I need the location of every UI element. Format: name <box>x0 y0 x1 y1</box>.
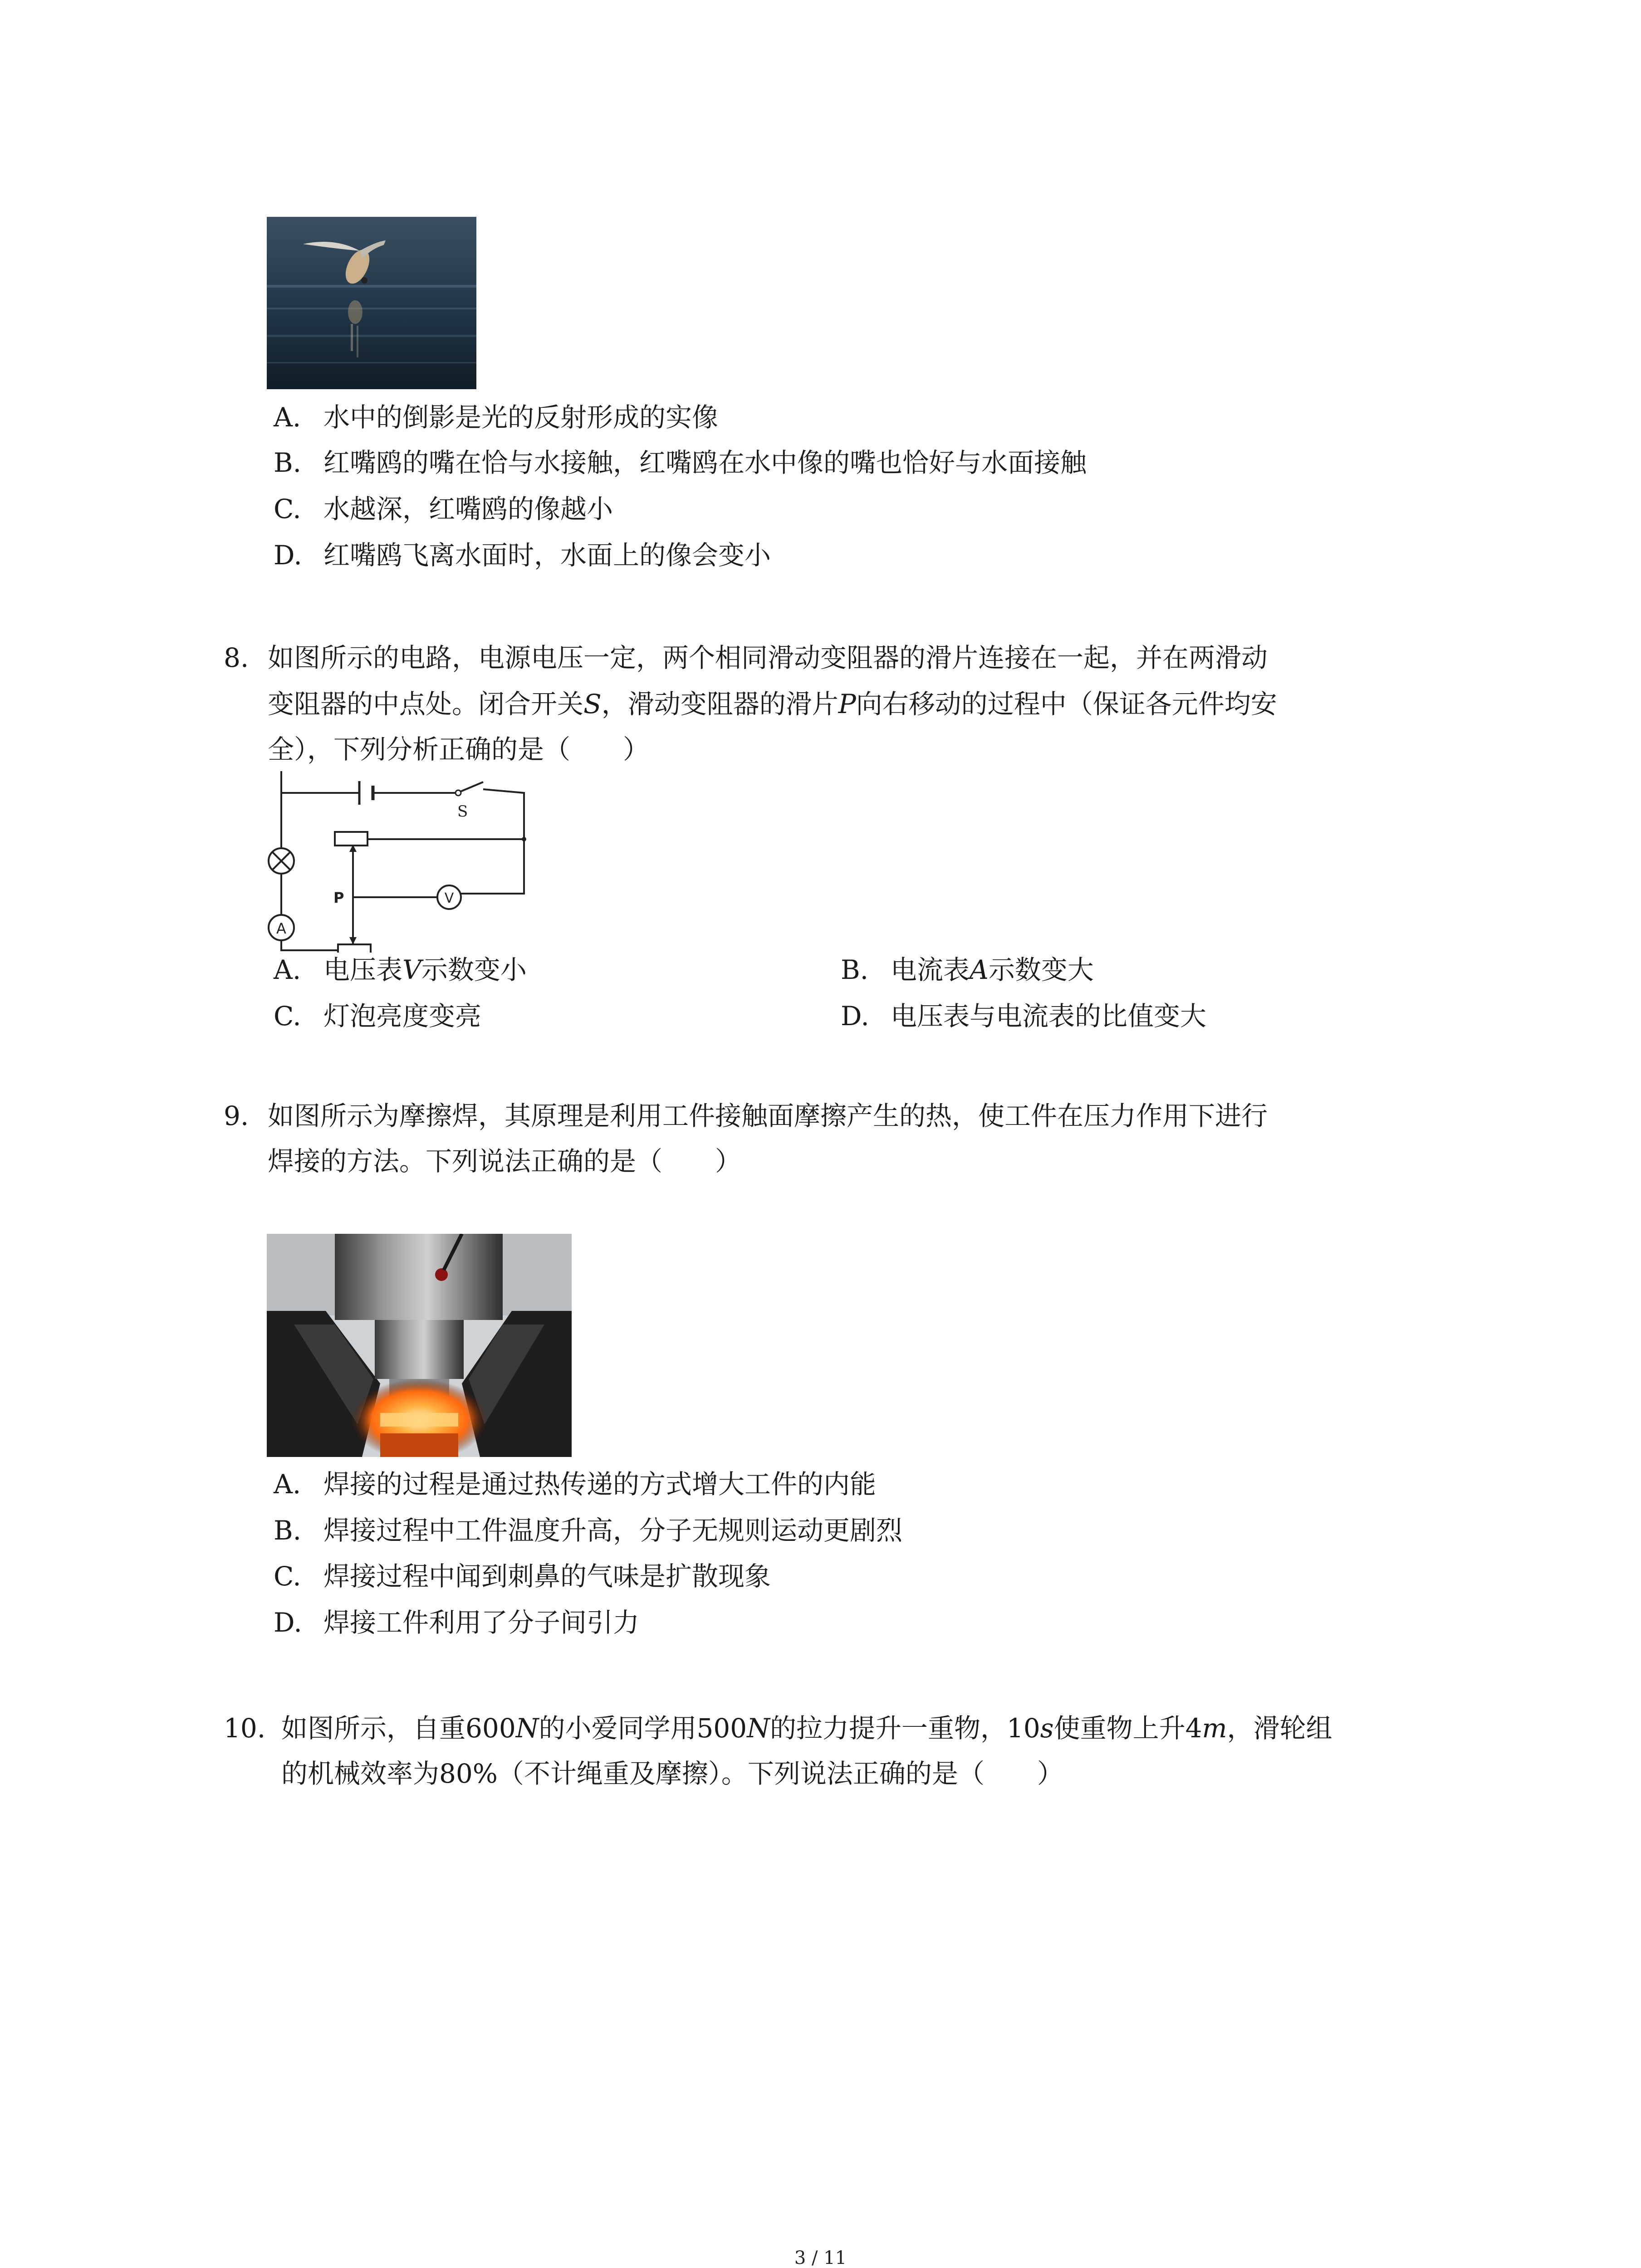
q8-voltmeter-label: V <box>444 890 454 906</box>
q7-option-a-text: 水中的倒影是光的反射形成的实像 <box>323 402 719 433</box>
q8-option-b-pre: 电流表 <box>891 954 970 985</box>
q9-option-b-text: 焊接过程中工件温度升高，分子无规则运动更剧烈 <box>323 1515 903 1546</box>
q7-option-c[interactable] <box>274 486 613 532</box>
q7-option-a[interactable] <box>274 395 718 440</box>
q10-time-unit: s <box>1040 1713 1054 1744</box>
q10-time-value: 10 <box>1006 1713 1040 1744</box>
q9-option-d-label: D. <box>274 1607 302 1638</box>
q10-stem-line2: 的机械效率为80%（不计绳重及摩擦）。下列说法正确的是（ ） <box>281 1758 1063 1789</box>
q8-option-b-post: 示数变大 <box>988 954 1094 985</box>
q8-option-a-pre: 电压表 <box>323 954 403 985</box>
q10-l1-e: ，滑轮组 <box>1227 1713 1332 1744</box>
q8-option-c[interactable] <box>274 993 481 1039</box>
q7-option-a-label: A. <box>274 402 301 433</box>
q7-option-d[interactable] <box>274 533 771 578</box>
q9-number: 9. <box>224 1100 249 1131</box>
q8-stem-line2-b: ，滑动变阻器的滑片 <box>601 689 838 719</box>
q8-var-s: S <box>583 689 602 719</box>
q8-stem-line2-a: 变阻器的中点处。闭合开关 <box>268 689 584 719</box>
q8-option-b[interactable] <box>841 947 1094 992</box>
q8-var-p: P <box>838 689 856 719</box>
q9-friction-weld-photo <box>267 1234 572 1457</box>
q9-stem-line1: 如图所示为摩擦焊，其原理是利用工件接触面摩擦产生的热，使工件在压力作用下进行 <box>268 1100 1268 1131</box>
q10-number: 10. <box>224 1713 266 1744</box>
q8-option-a-post: 示数变小 <box>421 954 527 985</box>
q8-circuit-diagram <box>254 771 535 953</box>
q8-option-d-text: 电压表与电流表的比值变大 <box>891 1001 1207 1031</box>
q8-stem-line3: 全），下列分析正确的是（ ） <box>268 734 650 765</box>
q7-option-b[interactable] <box>274 440 1087 485</box>
q9-option-a[interactable] <box>274 1461 876 1507</box>
q9-option-b[interactable] <box>274 1508 902 1553</box>
q8-option-a[interactable] <box>274 947 527 992</box>
q8-option-d[interactable] <box>841 993 1206 1039</box>
q10-stem-line1 <box>281 1706 1332 1751</box>
q8-option-b-var: A <box>970 954 989 985</box>
q8-option-a-label: A. <box>274 954 301 985</box>
q9-option-d-text: 焊接工件利用了分子间引力 <box>323 1607 640 1638</box>
q10-l1-d: 使重物上升 <box>1053 1713 1185 1744</box>
q10-force-value: 500 <box>696 1713 747 1744</box>
q9-option-b-label: B. <box>274 1515 302 1546</box>
q8-stem-line2-c: 向右移动的过程中（保证各元件均安 <box>856 689 1277 719</box>
q10-weight-value: 600 <box>465 1713 516 1744</box>
q8-stem-line2 <box>268 681 1277 727</box>
q7-option-d-text: 红嘴鸥飞离水面时，水面上的像会变小 <box>323 540 771 571</box>
q10-height-value: 4 <box>1185 1713 1202 1744</box>
q10-l1-c: 的拉力提升一重物， <box>769 1713 1007 1744</box>
q8-option-c-label: C. <box>274 1001 301 1031</box>
q7-option-c-label: C. <box>274 494 301 524</box>
q10-l1-a: 如图所示，自重 <box>281 1713 466 1744</box>
q8-ammeter-label: A <box>276 920 286 937</box>
q10-force-unit: N <box>747 1713 770 1744</box>
q8-slider-label: P <box>333 889 344 906</box>
q9-option-a-label: A. <box>274 1469 301 1500</box>
q7-option-b-label: B. <box>274 447 302 478</box>
q9-option-c-label: C. <box>274 1561 301 1592</box>
q8-number: 8. <box>224 642 249 673</box>
q10-height-unit: m <box>1202 1713 1227 1744</box>
q9-option-d[interactable] <box>274 1600 639 1645</box>
q7-bird-photo <box>267 217 476 389</box>
q9-option-a-text: 焊接的过程是通过热传递的方式增大工件的内能 <box>323 1469 877 1500</box>
q8-option-b-label: B. <box>841 954 869 985</box>
q10-l1-b: 的小爱同学用 <box>539 1713 697 1744</box>
q9-option-c[interactable] <box>274 1554 771 1599</box>
q8-stem-line1: 如图所示的电路，电源电压一定，两个相同滑动变阻器的滑片连接在一起，并在两滑动 <box>268 642 1268 673</box>
q10-weight-unit: N <box>515 1713 539 1744</box>
q7-option-d-label: D. <box>274 540 302 571</box>
q8-option-a-var: V <box>402 954 421 985</box>
q8-switch-label: S <box>457 802 468 821</box>
q7-option-b-text: 红嘴鸥的嘴在恰与水接触，红嘴鸥在水中像的嘴也恰好与水面接触 <box>323 447 1087 478</box>
page-number: 3 / 11 <box>794 2248 847 2268</box>
q7-option-c-text: 水越深，红嘴鸥的像越小 <box>323 494 613 524</box>
q8-option-c-text: 灯泡亮度变亮 <box>323 1001 482 1031</box>
q9-stem-line2: 焊接的方法。下列说法正确的是（ ） <box>268 1146 742 1177</box>
q8-option-d-label: D. <box>841 1001 869 1031</box>
q9-option-c-text: 焊接过程中闻到刺鼻的气味是扩散现象 <box>323 1561 771 1592</box>
